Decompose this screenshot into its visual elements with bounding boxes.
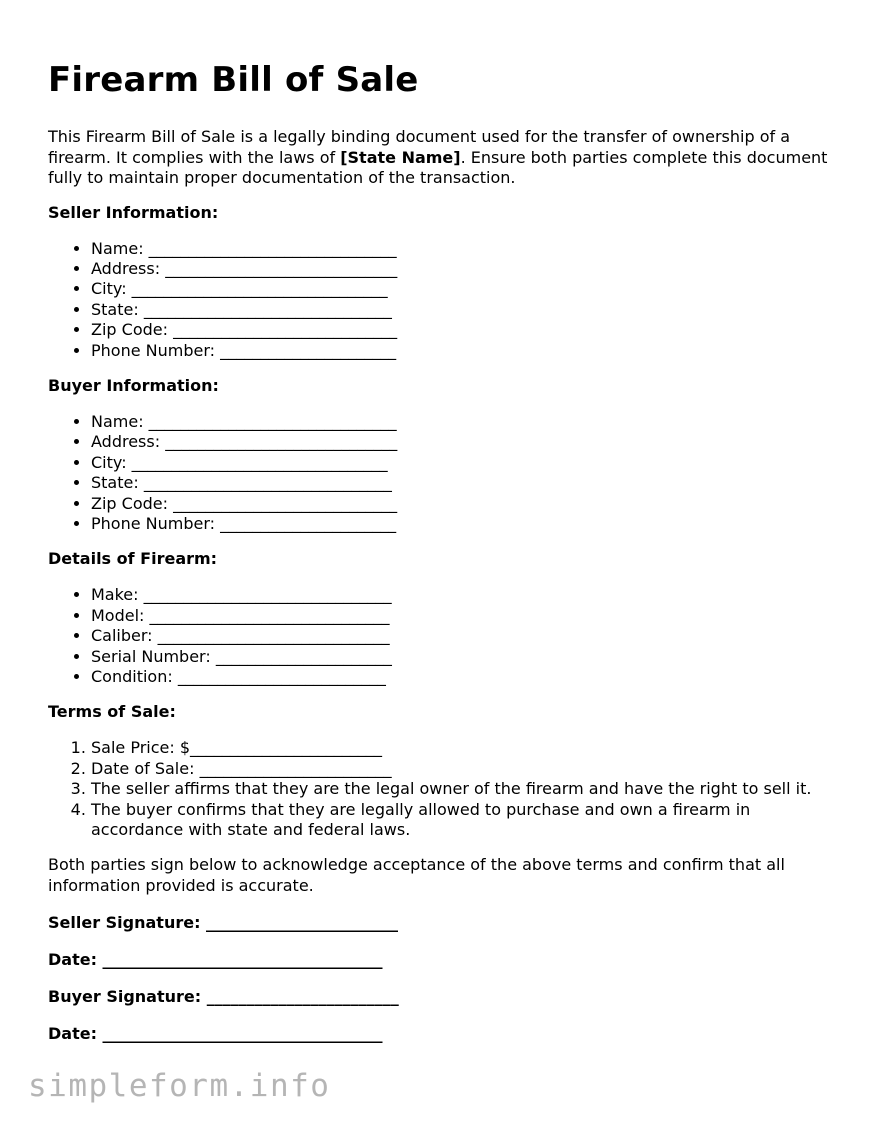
document-title: Firearm Bill of Sale [48,60,419,100]
document [48,58,838,1061]
firearm-condition-field: • Condition: __________________________ [91,667,838,687]
seller-zip-field: • Zip Code: ____________________________ [91,320,838,340]
watermark: simpleform.info [28,1068,331,1104]
buyer-name-field: • Name: _______________________________ [91,412,838,432]
seller-state-field: • State: _______________________________ [91,300,838,320]
firearm-fields-list [48,585,838,687]
terms-list [48,738,838,840]
buyer-date-line: Date: ___________________________________ [48,1024,383,1044]
buyer-phone-field: • Phone Number: ______________________ [91,514,838,534]
buyer-city-field: • City: ________________________________ [91,453,838,473]
state-name-placeholder: [State Name] [340,147,461,167]
buyer-confirmation-term: 4. The buyer confirms that they are legally allowed to purchase and own a firearm in accordance with state and federal laws. [91,800,838,841]
date-of-sale-term: 2. Date of Sale: ________________________ [91,759,838,779]
intro-text: This Firearm Bill of Sale is a legally binding document used for the transfer of ownership of a firearm. It complies with the laws of [48,127,791,167]
seller-phone-field: • Phone Number: ______________________ [91,341,838,361]
seller-address-field: • Address: _____________________________ [91,259,838,279]
seller-fields-list [48,239,838,361]
firearm-caliber-field: • Caliber: _____________________________ [91,626,838,646]
buyer-zip-field: • Zip Code: ____________________________ [91,494,838,514]
intro-paragraph [48,127,838,189]
seller-date-line: Date: ___________________________________ [48,950,383,970]
seller-name-field: • Name: _______________________________ [91,239,838,259]
seller-city-field: • City: ________________________________ [91,279,838,299]
buyer-signature-line: Buyer Signature: ________________________ [48,987,399,1007]
buyer-fields-list [48,412,838,534]
buyer-section-heading: Buyer Information: [48,375,219,395]
sale-price-term: 1. Sale Price: $________________________ [91,738,838,758]
firearm-make-field: • Make: _______________________________ [91,585,838,605]
seller-signature-line: Seller Signature: ________________________ [48,913,399,933]
terms-section-heading: Terms of Sale: [48,702,176,722]
firearm-serial-field: • Serial Number: ______________________ [91,647,838,667]
intro-text-continued: . Ensure both parties complete this document fully to maintain proper documentation of the transaction. [48,147,828,187]
acknowledgment-paragraph: Both parties sign below to acknowledge acceptance of the above terms and confirm that all information provided is accurate. [48,855,785,895]
buyer-address-field: • Address: _____________________________ [91,432,838,452]
firearm-section-heading: Details of Firearm: [48,549,218,569]
seller-section-heading: Seller Information: [48,202,219,222]
seller-affirmation-term: 3. The seller affirms that they are the legal owner of the firearm and have the right to sell it. [91,779,838,799]
firearm-model-field: • Model: ______________________________ [91,606,838,626]
buyer-state-field: • State: _______________________________ [91,473,838,493]
